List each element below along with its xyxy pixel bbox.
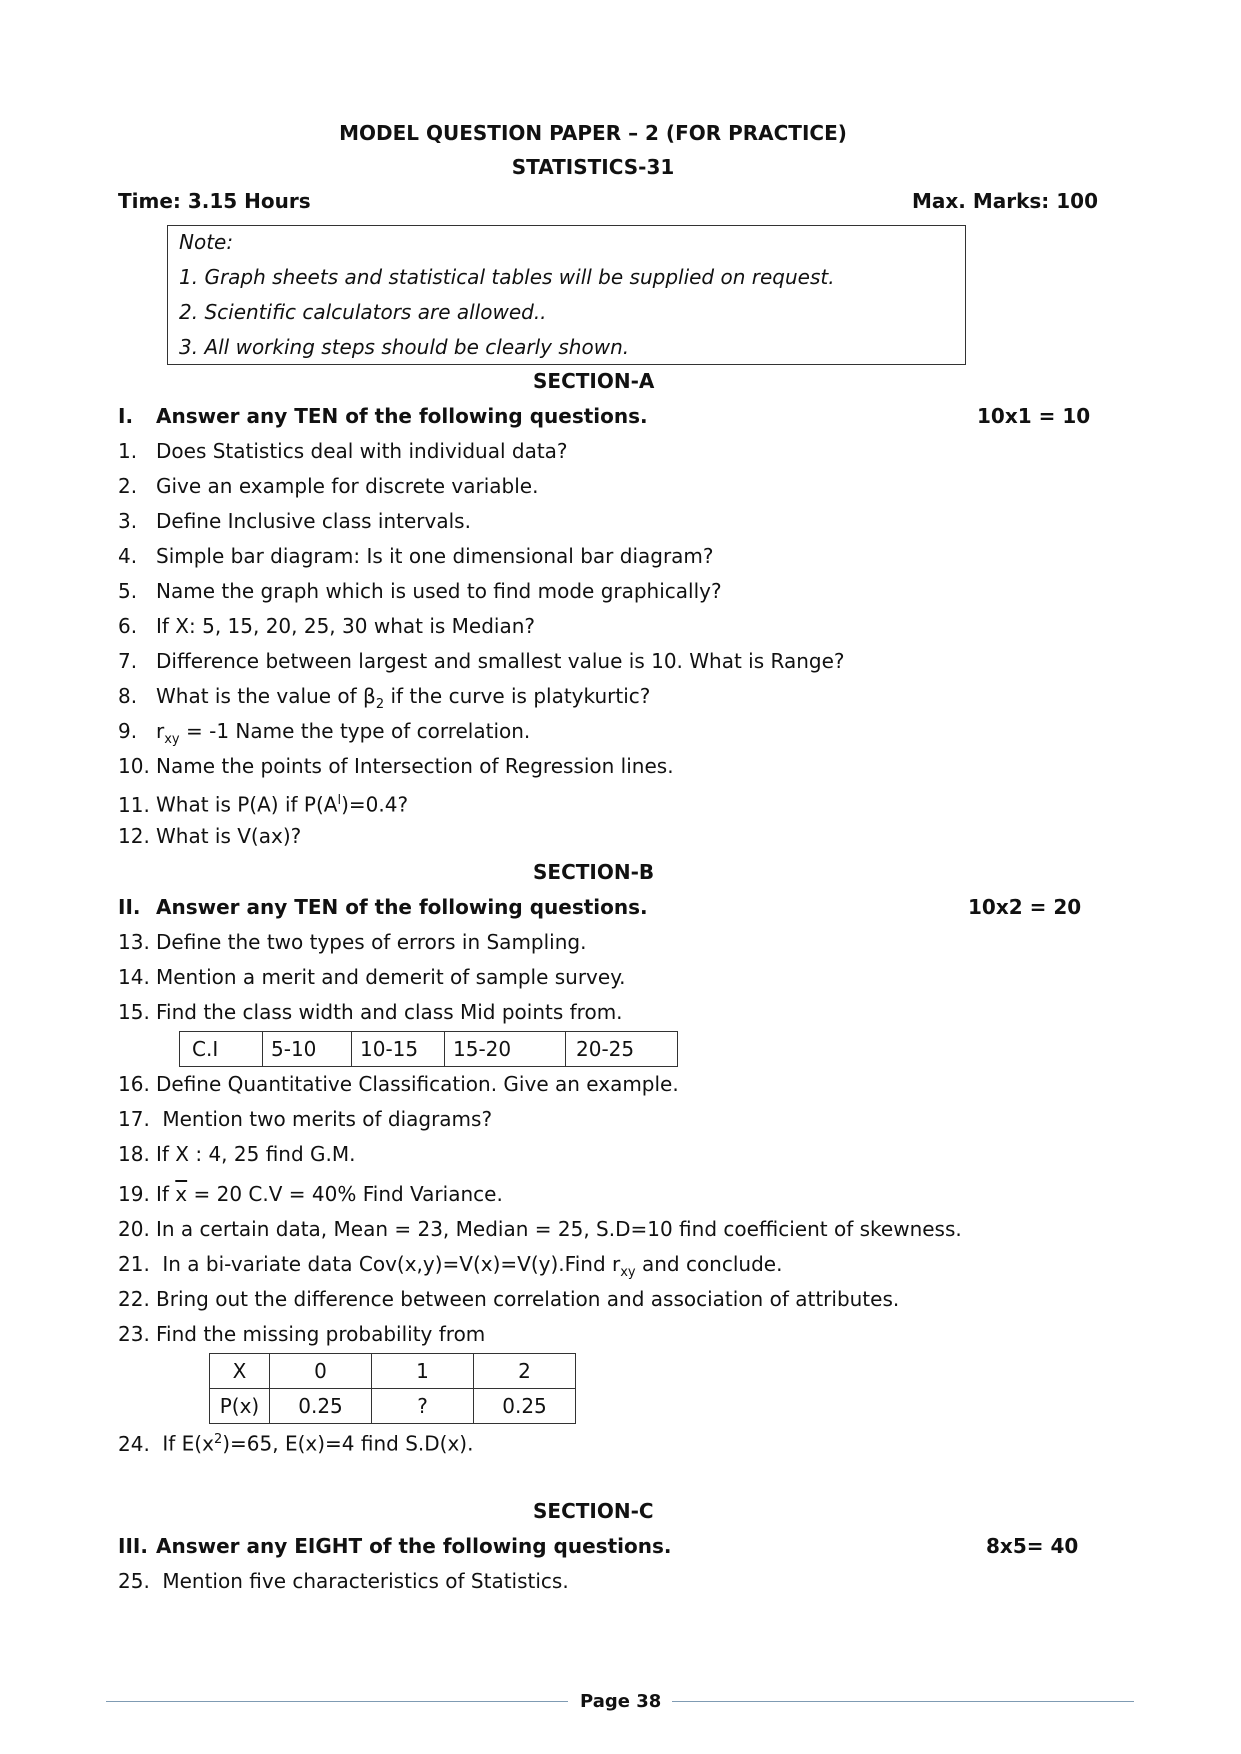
question-number: 2. — [118, 474, 138, 498]
question-text: If X : 4, 25 find G.M. — [156, 1142, 356, 1166]
subscript: 2 — [375, 697, 385, 712]
time-label: Time: 3.15 Hours — [118, 189, 311, 213]
table-cell: C.I — [180, 1032, 263, 1067]
table-cell: 0.25 — [474, 1389, 576, 1424]
table-cell: P(x) — [210, 1389, 270, 1424]
question-text: Mention five characteristics of Statistics. — [156, 1569, 569, 1593]
question-4 — [118, 542, 714, 570]
table-cell: 5-10 — [263, 1032, 352, 1067]
question-number: 23. — [118, 1322, 150, 1346]
question-text: Simple bar diagram: Is it one dimensional bar diagram? — [156, 544, 714, 568]
section-c-instruction-text: Answer any EIGHT of the following questions. — [156, 1534, 672, 1558]
section-a-marks: 10x1 = 10 — [977, 404, 1091, 428]
question-text: r — [156, 719, 165, 743]
question-10 — [118, 752, 674, 780]
question-number: 4. — [118, 544, 138, 568]
question-number: 3. — [118, 509, 138, 533]
table-cell: 20-25 — [566, 1032, 678, 1067]
question-5 — [118, 577, 722, 605]
class-interval-table — [179, 1031, 678, 1067]
table-row — [210, 1389, 576, 1424]
question-number: 20. — [118, 1217, 150, 1241]
max-marks-label: Max. Marks: 100 — [911, 189, 1098, 213]
question-text: Bring out the difference between correlation and association of attributes. — [156, 1287, 900, 1311]
question-16 — [118, 1070, 679, 1098]
question-text: Difference between largest and smallest value is 10. What is Range? — [156, 649, 845, 673]
question-19 — [118, 1180, 503, 1208]
subscript: xy — [164, 732, 180, 747]
question-23 — [118, 1320, 485, 1348]
section-c-roman: III. — [118, 1534, 148, 1558]
question-text: Mention a merit and demerit of sample survey. — [156, 965, 626, 989]
question-text: If E(x — [156, 1431, 214, 1456]
mean-symbol: $\overline{x}$ — [175, 1182, 188, 1206]
question-number: 19. — [118, 1182, 150, 1206]
question-9 — [118, 717, 530, 754]
question-number: 12. — [118, 824, 150, 848]
table-cell: 1 — [372, 1354, 474, 1389]
question-number: 22. — [118, 1287, 150, 1311]
question-text: What is P(A) if P(A — [156, 792, 338, 817]
section-b-roman: II. — [118, 895, 141, 919]
question-17 — [118, 1105, 492, 1133]
question-number: 8. — [118, 684, 138, 708]
note-line-3: 3. All working steps should be clearly shown. — [179, 335, 630, 359]
table-row — [180, 1032, 678, 1067]
note-box — [167, 225, 966, 365]
table-cell: ? — [372, 1389, 474, 1424]
page-number: Page 38 — [580, 1691, 662, 1712]
section-b-marks: 10x2 = 20 — [968, 895, 1082, 919]
superscript: 2 — [213, 1432, 223, 1447]
question-6 — [118, 612, 535, 640]
question-13 — [118, 928, 586, 956]
table-cell: 0 — [270, 1354, 372, 1389]
note-line-2: 2. Scientific calculators are allowed.. — [179, 300, 547, 324]
question-text: Does Statistics deal with individual data? — [156, 439, 568, 463]
footer-rule-left — [106, 1701, 568, 1702]
table-cell: X — [210, 1354, 270, 1389]
question-number: 11. — [118, 792, 150, 817]
question-text: Define Quantitative Classification. Give an example. — [156, 1072, 679, 1096]
question-3 — [118, 507, 471, 535]
question-text: If — [156, 1182, 176, 1206]
question-18 — [118, 1140, 356, 1168]
question-8 — [118, 682, 650, 719]
question-text-cont: if the curve is platykurtic? — [384, 684, 651, 708]
question-number: 16. — [118, 1072, 150, 1096]
page-title: MODEL QUESTION PAPER – 2 (FOR PRACTICE) — [339, 121, 847, 145]
table-cell: 0.25 — [270, 1389, 372, 1424]
probability-table — [209, 1353, 576, 1424]
question-number: 9. — [118, 719, 138, 743]
question-text: Name the graph which is used to find mode graphically? — [156, 579, 722, 603]
question-number: 14. — [118, 965, 150, 989]
table-cell: 2 — [474, 1354, 576, 1389]
question-text-cont: and conclude. — [635, 1252, 783, 1276]
table-cell: 15-20 — [445, 1032, 566, 1067]
note-heading: Note: — [179, 230, 234, 254]
question-text: Find the missing probability from — [156, 1322, 486, 1346]
question-2 — [118, 472, 538, 500]
question-text: Define the two types of errors in Sampling. — [156, 930, 587, 954]
question-number: 15. — [118, 1000, 150, 1024]
question-text-cont: = -1 Name the type of correlation. — [179, 719, 531, 743]
superscript: l — [337, 793, 342, 808]
question-number: 7. — [118, 649, 138, 673]
question-15 — [118, 998, 623, 1026]
question-text: Give an example for discrete variable. — [156, 474, 539, 498]
section-c-instruction — [118, 1532, 671, 1560]
section-a-roman: I. — [118, 404, 134, 428]
question-7 — [118, 647, 845, 675]
question-text: Name the points of Intersection of Regression lines. — [156, 754, 674, 778]
question-number: 18. — [118, 1142, 150, 1166]
section-a-title: SECTION-A — [533, 369, 655, 393]
table-cell: 10-15 — [352, 1032, 445, 1067]
question-1 — [118, 437, 568, 465]
question-12 — [118, 822, 301, 850]
footer-rule-right — [672, 1701, 1134, 1702]
section-b-instruction-text: Answer any TEN of the following questions. — [156, 895, 648, 919]
question-14 — [118, 963, 626, 991]
section-b-instruction — [118, 893, 648, 921]
question-number: 24. — [118, 1431, 150, 1456]
section-c-title: SECTION-C — [533, 1499, 654, 1523]
question-number: 25. — [118, 1569, 150, 1593]
subject-title: STATISTICS-31 — [511, 155, 675, 179]
question-24 — [118, 1426, 473, 1458]
question-number: 6. — [118, 614, 138, 638]
question-number: 10. — [118, 754, 150, 778]
question-11 — [118, 787, 408, 819]
question-text: What is V(ax)? — [156, 824, 302, 848]
question-text: In a bi-variate data Cov(x,y)=V(x)=V(y).Find r — [156, 1252, 621, 1276]
question-number: 21. — [118, 1252, 150, 1276]
question-21 — [118, 1250, 782, 1287]
question-number: 5. — [118, 579, 138, 603]
question-text: Define Inclusive class intervals. — [156, 509, 471, 533]
question-20 — [118, 1215, 962, 1243]
question-text: If X: 5, 15, 20, 25, 30 what is Median? — [156, 614, 536, 638]
question-22 — [118, 1285, 899, 1313]
section-b-title: SECTION-B — [533, 860, 655, 884]
section-c-marks: 8x5= 40 — [986, 1534, 1079, 1558]
question-text: Mention two merits of diagrams? — [156, 1107, 493, 1131]
question-text: Find the class width and class Mid points from. — [156, 1000, 623, 1024]
question-text: What is the value of β — [156, 684, 376, 708]
question-text-cont: )=0.4? — [341, 792, 409, 817]
note-line-1: 1. Graph sheets and statistical tables will be supplied on request. — [179, 265, 835, 289]
question-text-cont: )=65, E(x)=4 find S.D(x). — [222, 1431, 474, 1456]
section-a-instruction-text: Answer any TEN of the following questions. — [156, 404, 648, 428]
question-number: 1. — [118, 439, 138, 463]
question-number: 17. — [118, 1107, 150, 1131]
table-row — [210, 1354, 576, 1389]
subscript: xy — [620, 1265, 636, 1280]
question-text: In a certain data, Mean = 23, Median = 25, S.D=10 find coefficient of skewness. — [156, 1217, 962, 1241]
question-25 — [118, 1567, 569, 1595]
question-number: 13. — [118, 930, 150, 954]
question-text-cont: = 20 C.V = 40% Find Variance. — [187, 1182, 503, 1206]
section-a-instruction — [118, 402, 648, 430]
